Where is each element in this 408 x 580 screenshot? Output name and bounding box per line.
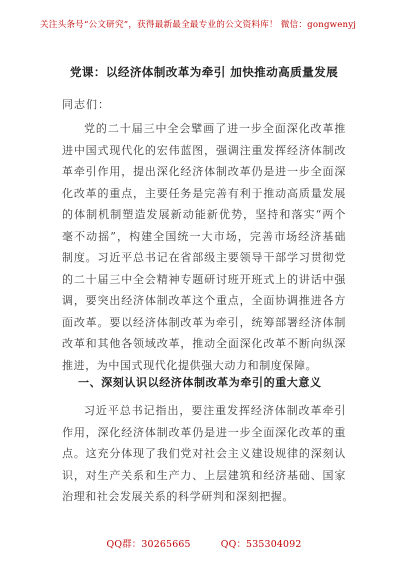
section-heading-1: 一、深刻认识以经济体制改革为牵引的重大意义: [78, 376, 322, 389]
salutation: 同志们：: [62, 98, 110, 111]
body-paragraph-2: 习近平总书记指出，要注重发挥经济体制改革牵引作用，深化经济体制改革仍是进一步全面深化改革的重点。这充分体现了我们党对社会主义建设规律的深刻认识，对生产关系和生产力、上层建筑和经济基础、国家治理和社会发展关系的科学研判和深刻把握。: [62, 404, 346, 503]
footer-qq-group: QQ群：30265665: [106, 539, 191, 550]
document-title: 党课：以经济体制改革为牵引 加快推动高质量发展: [69, 65, 339, 79]
body-paragraph-1: 党的二十届三中全会擘画了进一步全面深化改革推进中国式现代化的宏伟蓝图，强调注重发挥经济体制改革牵引作用，提出深化经济体制改革仍是进一步全面深化改革的重点，主要任务是完善有利于推动高质量发展的体制机制塑造发展新动能新优势，坚持和落实“两个毫不动摇”，构建全国统一大市场，完善市场经济基础制度。习近平总书记在省部级主要领导干部学习贯彻党的二十届三中全会精神专题研讨班开班式上的讲话中强调，要突出经济体制改革这个重点，全面协调推进各方面改革。要以经济体制改革为牵引，统筹部署经济体制改革和其他各领域改革，推动全面深化改革不断向纵深推进，为中国式现代化提供强大动力和制度保障。: [62, 122, 346, 372]
header-banner: 关注头条号“公文研究”，获得最新最全最专业的公文资料库！ 微信：gongwenyj: [40, 20, 357, 30]
footer-qq: QQ：535304092: [220, 539, 302, 550]
footer-contact: [0, 536, 408, 550]
